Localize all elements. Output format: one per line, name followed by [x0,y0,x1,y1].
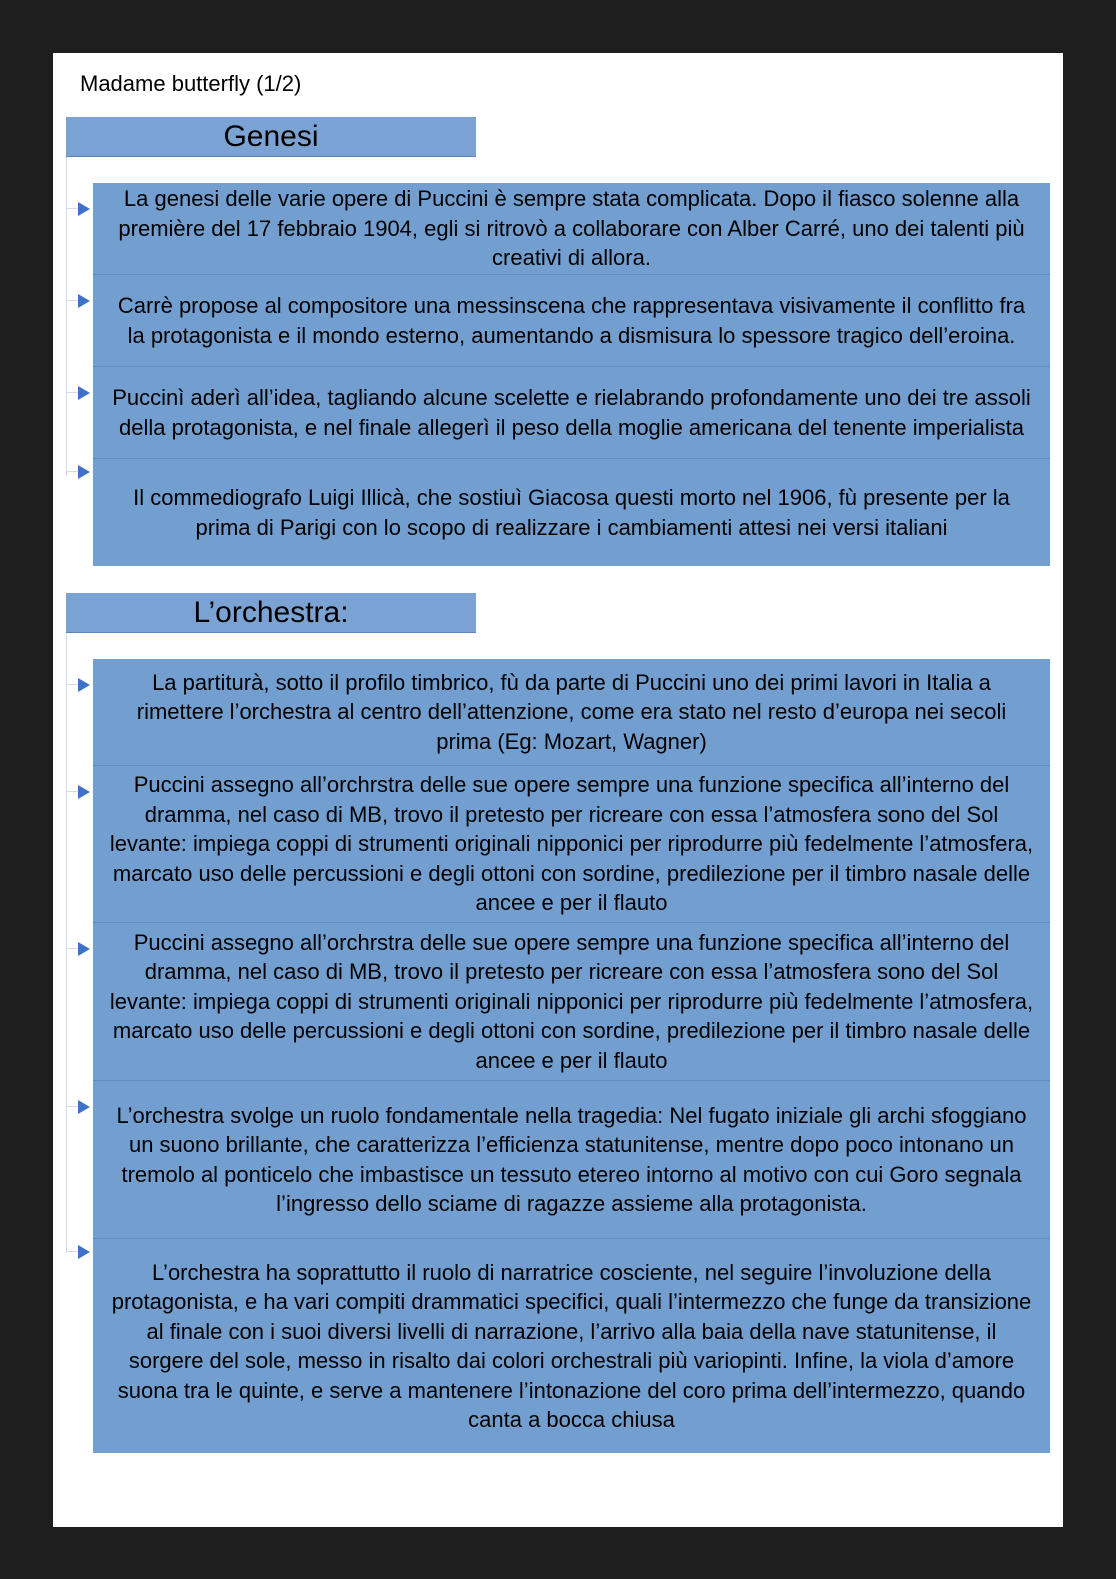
list-item [93,659,1050,766]
triangle-bullet-icon [78,1245,90,1259]
connector-line [66,791,78,792]
list-item [93,923,1050,1081]
document-title: Madame butterfly (1/2) [80,71,302,96]
item-text: Il commediografo Luigi Illicà, che sostiuì Giacosa questi morto nel 1906, fù presente per la prima di Parigi con lo scopo di realizzare i cambiamenti attesi nei versi italiani [133,485,1010,540]
item-text: Puccinì aderì all’idea, tagliando alcune scelette e rielabrando profondamente uno dei tre assoli della protagonista, e nel finale allegerì il peso della moglie americana del tenente imperialista [112,385,1031,440]
tree-connector-line [66,633,67,1253]
triangle-bullet-icon [78,678,90,692]
connector-line [66,300,78,301]
section-items-orchestra [93,659,1050,1453]
connector-line [66,684,78,685]
list-item [93,766,1050,923]
list-item [93,183,1050,275]
item-text: L’orchestra ha soprattutto il ruolo di narratrice cosciente, nel seguire l’involuzione della protagonista, e ha vari compiti drammatici specifici, quali l’intermezzo che funge da transizione al finale con i suoi diversi livelli di narrazione, l’arrivo alla baia della nave statunitense, il sorgere del sole, messo in risalto dai colori orchestrali più variopinti. Infine, la viola d’amore suona tra le quinte, e serve a mantenere l’intonazione del coro prima dell’intermezzo, quando canta a bocca chiusa [111,1259,1032,1432]
triangle-bullet-icon [78,294,90,308]
connector-line [66,208,78,209]
triangle-bullet-icon [78,942,90,956]
triangle-bullet-icon [78,465,90,479]
tree-connector-line [66,157,67,475]
connector-line [66,1251,78,1252]
list-item [93,1081,1050,1239]
item-text: Puccini assegno all’orchrstra delle sue opere sempre una funzione specifica all’interno del dramma, nel caso di MB, trovo il pretesto per ricreare con essa l’atmosfera sono del Sol levante: impiega coppi di strumenti originali nipponici per riprodurre più fedelmente l’atmosfera, marcato uso delle percussioni e degli ottoni con sordine, predilezione per il timbro nasale delle ancee e per il flauto [109,929,1034,1073]
item-text: La partiturà, sotto il profilo timbrico, fù da parte di Puccini uno dei primi lavori in Italia a rimettere l’orchestra al centro dell’attenzione, come era stato nel resto d’europa nei secoli prima (Eg: Mozart, Wagner) [136,669,1007,754]
list-item [93,367,1050,459]
triangle-bullet-icon [78,1100,90,1114]
item-text: La genesi delle varie opere di Puccini è sempre stata complicata. Dopo il fiasco solenne alla première del 17 febbraio 1904, egli si ritrovò a collaborare con Alber Carré, uno dei talenti più creativi di allora. [118,186,1025,271]
section-items-genesi [93,183,1050,566]
list-item [93,459,1050,566]
item-text: L’orchestra svolge un ruolo fondamentale nella tragedia: Nel fugato iniziale gli archi sfoggiano un suono brillante, che caratterizza l’efficienza statunitense, mentre dopo poco intonano un tremolo al ponticelo che imbastisce un tessuto etereo intorno al motivo con cui Goro segnala l’ingresso dello sciame di ragazze assieme alla protagonista. [116,1102,1027,1216]
item-text: Puccini assegno all’orchrstra delle sue opere sempre una funzione specifica all’interno del dramma, nel caso di MB, trovo il pretesto per ricreare con essa l’atmosfera sono del Sol levante: impiega coppi di strumenti originali nipponici per riprodurre più fedelmente l’atmosfera, marcato uso delle percussioni e degli ottoni con sordine, predilezione per il timbro nasale delle ancee e per il flauto [109,772,1034,916]
section-heading-genesi: Genesi [66,117,476,157]
triangle-bullet-icon [78,785,90,799]
list-item [93,1239,1050,1453]
triangle-bullet-icon [78,202,90,216]
connector-line [66,948,78,949]
document-page [53,53,1063,1527]
triangle-bullet-icon [78,386,90,400]
connector-line [66,1106,78,1107]
item-text: Carrè propose al compositore una messinscena che rappresentava visivamente il conflitto fra la protagonista e il mondo esterno, aumentando a dismisura lo spessore tragico dell’eroina. [117,293,1026,348]
list-item [93,275,1050,367]
connector-line [66,471,78,472]
connector-line [66,392,78,393]
section-heading-orchestra: L’orchestra: [66,593,476,633]
